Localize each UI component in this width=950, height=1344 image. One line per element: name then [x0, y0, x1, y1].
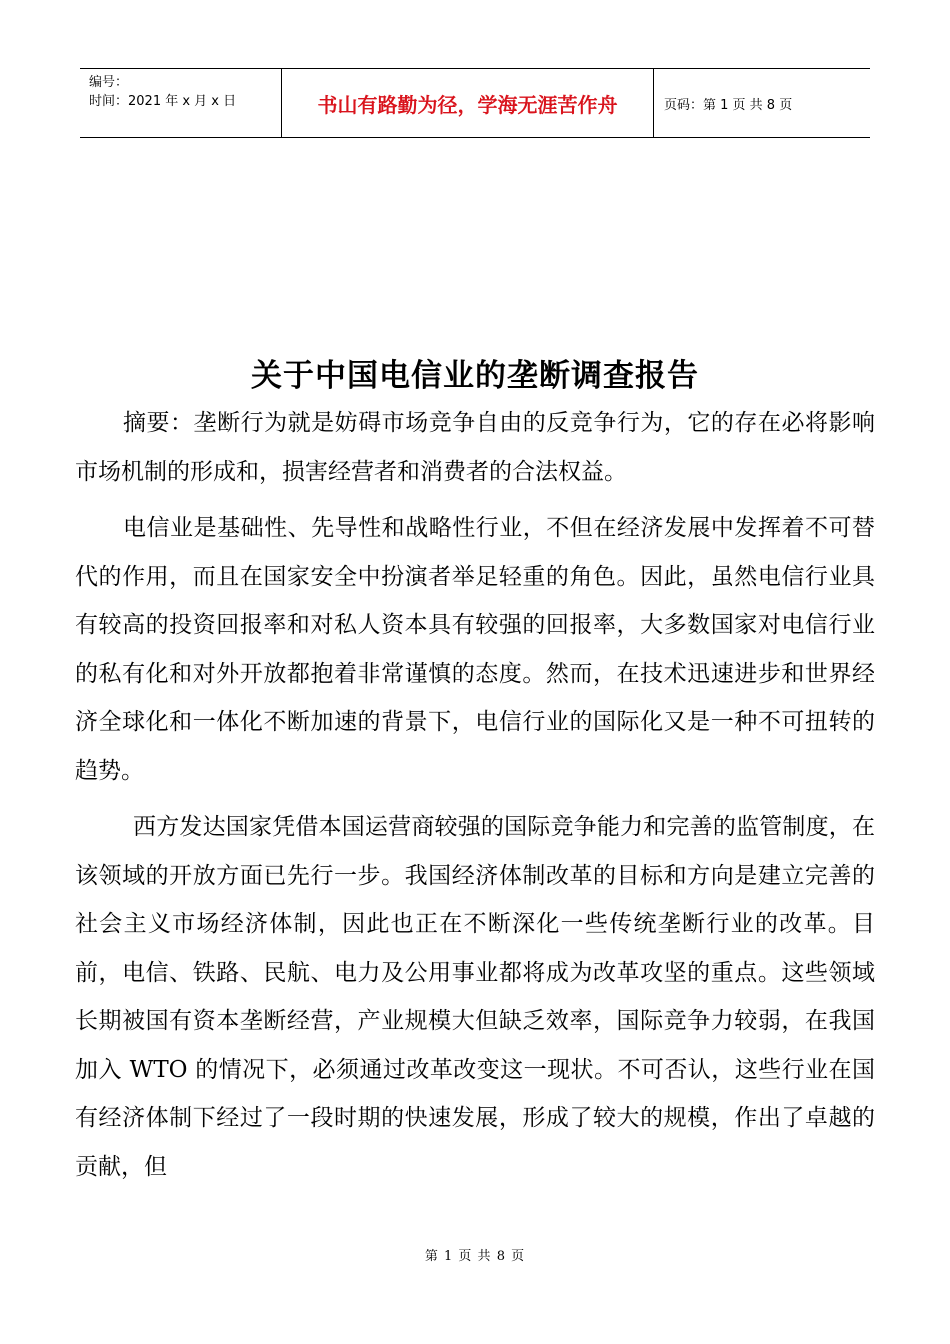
header-meta [80, 69, 282, 137]
header-page-info: 页码：第 1 页 共 8 页 [664, 97, 793, 113]
paragraph-telecom: 电信业是基础性、先导性和战略性行业，不但在经济发展中发挥着不可替代的作用，而且在国家安全中扮演者举足轻重的角色。因此，虽然电信行业具有较高的投资回报率和对私人资本具有较强的回报率，大多数国家对电信行业的私有化和对外开放都抱着非常谨慎的态度。然而，在技术迅速进步和世界经济全球化和一体化不断加速的背景下，电信行业的国际化又是一种不可扭转的趋势。 [75, 515, 875, 784]
time-label: 时间：2021 年 x 月 x 日 [89, 94, 237, 109]
number-label: 编号： [89, 75, 129, 90]
document-title: 关于中国电信业的垄断调查报告 [251, 358, 699, 394]
document-header [80, 68, 870, 138]
document-body [75, 399, 875, 1191]
page-footer: 第 1 页 共 8 页 [424, 1249, 526, 1264]
paragraph-abstract: 摘要：垄断行为就是妨碍市场竞争自由的反竞争行为，它的存在必将影响市场机制的形成和，损害经营者和消费者的合法权益。 [75, 410, 875, 485]
paragraph-western: 西方发达国家凭借本国运营商较强的国际竞争能力和完善的监管制度，在该领域的开放方面已先行一步。我国经济体制改革的目标和方向是建立完善的社会主义市场经济体制，因此也正在不断深化一些传统垄断行业的改革。目前，电信、铁路、民航、电力及公用事业都将成为改革攻坚的重点。这些领域长期被国有资本垄断经营，产业规模大但缺乏效率，国际竞争力较弱，在我国加入 WTO 的情况下，必须通过改革改变这一现状。不可否认，这些行业在国有经济体制下经过了一段时期的快速发展，形成了较大的规模，作出了卓越的贡献，但 [75, 814, 875, 1180]
header-motto: 书山有路勤为径，学海无涯苦作舟 [282, 69, 654, 137]
